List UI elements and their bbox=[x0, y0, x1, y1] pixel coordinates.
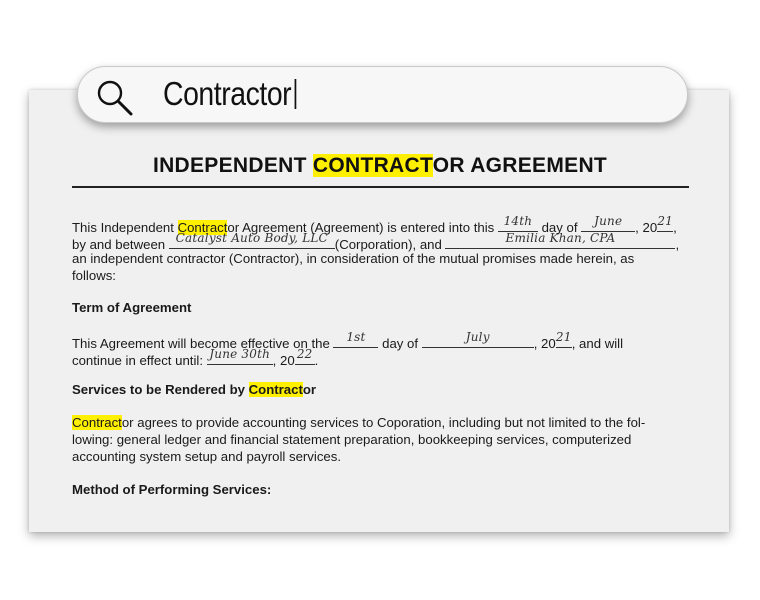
filled-day-field: 1st bbox=[333, 332, 378, 348]
filled-month-field: July bbox=[422, 332, 534, 348]
search-match-highlight: Contract bbox=[248, 382, 303, 397]
filled-month-field: June bbox=[581, 216, 635, 232]
search-query: Contractor bbox=[163, 75, 292, 112]
filled-day-field: 14th bbox=[498, 216, 538, 232]
search-match-highlight: Contract bbox=[72, 415, 122, 430]
section-heading-method: Method of Performing Services: bbox=[72, 482, 272, 497]
paragraph-1-line-2: by and between Catalyst Auto Body, LLC (Corporation), and Emilia Khan, CPA , bbox=[72, 231, 680, 252]
paragraph-1-line-4: follows: bbox=[72, 268, 116, 283]
search-match-highlight: CONTRACT bbox=[312, 154, 433, 177]
document-title: INDEPENDENT CONTRACTOR AGREEMENT bbox=[152, 154, 608, 177]
filled-corporation-field: Catalyst Auto Body, LLC bbox=[169, 233, 335, 249]
section-heading-term: Term of Agreement bbox=[72, 300, 192, 315]
title-divider bbox=[72, 186, 689, 188]
paragraph-1-line-3: an independent contractor (Contractor), in consideration of the mutual promises made herein, as bbox=[72, 251, 635, 266]
section-heading-services: Services to be Rendered by Contractor bbox=[72, 382, 317, 397]
search-input[interactable] bbox=[163, 72, 296, 116]
filled-year-field: 21 bbox=[657, 216, 673, 232]
filled-year-field: 22 bbox=[295, 349, 315, 365]
paragraph-1-line-1: This Independent Contractor Agreement (Agreement) is entered into this 14th day of June , 20 21 , bbox=[72, 214, 677, 235]
paragraph-3-line-1: Contractor agrees to provide accounting services to Coporation, including but not limited to the fol- bbox=[72, 415, 646, 430]
search-match-highlight: Contract bbox=[177, 220, 228, 235]
text-caret bbox=[295, 79, 297, 109]
paragraph-3-line-3: accounting system setup and payroll services. bbox=[72, 449, 342, 464]
paragraph-2-line-1: This Agreement will become effective on the 1st day of July , 20 21 , and will bbox=[72, 330, 624, 351]
filled-contractor-field: Emilia Khan, CPA bbox=[445, 233, 675, 249]
paragraph-3-line-2: lowing: general ledger and financial statement preparation, bookkeeping services, computerized bbox=[72, 432, 632, 447]
filled-end-date-field: June 30th bbox=[207, 349, 273, 365]
filled-year-field: 21 bbox=[556, 332, 572, 348]
paragraph-2-line-2: continue in effect until: June 30th , 20 22 . bbox=[72, 347, 319, 368]
search-icon[interactable] bbox=[95, 78, 135, 118]
